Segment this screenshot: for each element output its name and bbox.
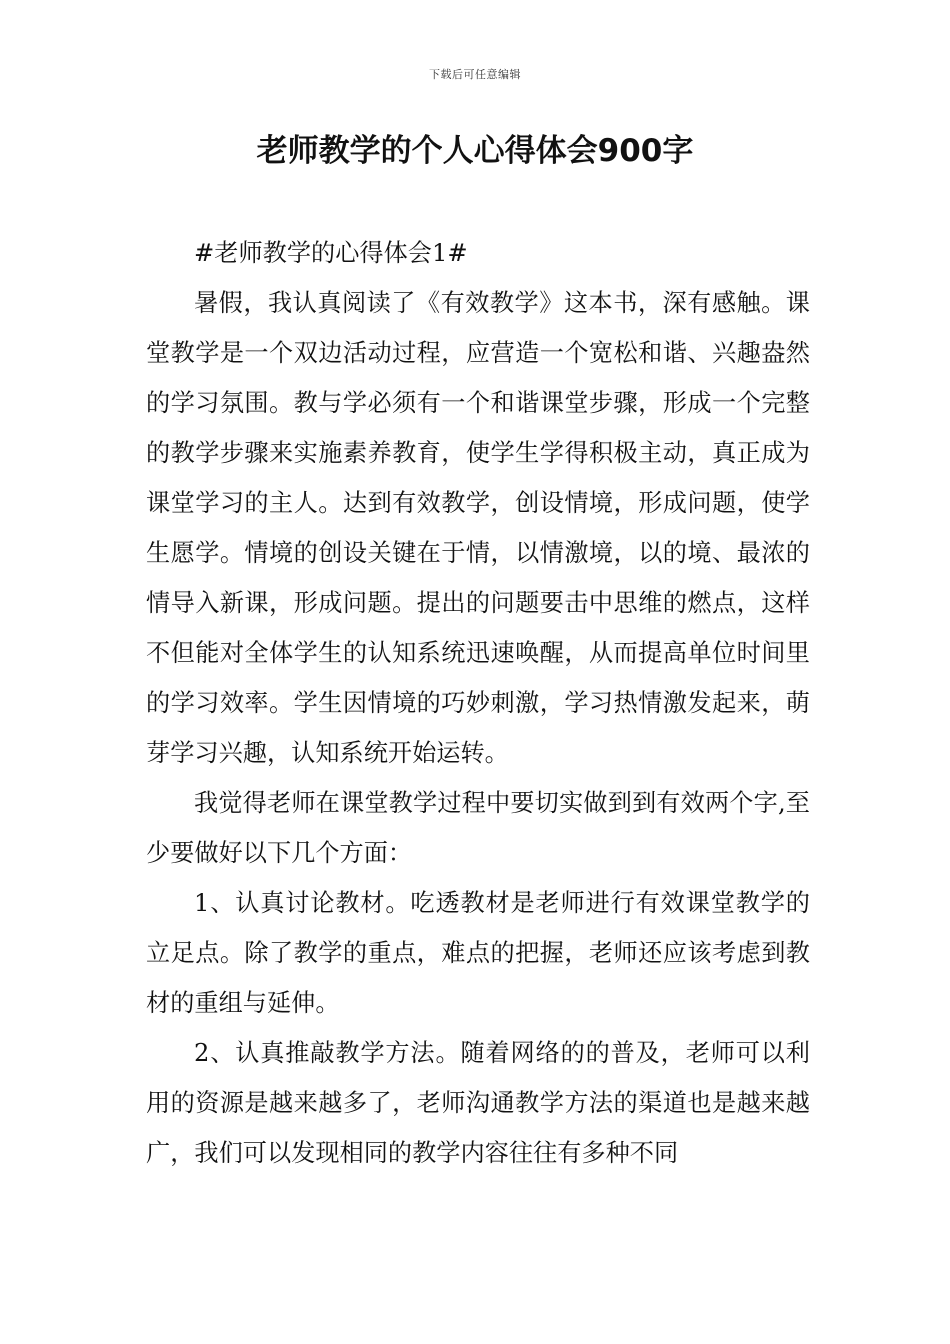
document-title: 老师教学的个人心得体会900字 bbox=[256, 133, 694, 169]
document-body bbox=[146, 228, 810, 1178]
paragraph-point-2: 2、认真推敲教学方法。随着网络的的普及，老师可以利用的资源是越来越多了，老师沟通教学方法的渠道也是越来越广，我们可以发现相同的教学内容往往有多种不同 bbox=[146, 1039, 810, 1167]
header-note: 下载后可任意编辑 bbox=[429, 68, 521, 81]
paragraph-point-1: 1、认真讨论教材。吃透教材是老师进行有效课堂教学的立足点。除了教学的重点，难点的把握，老师还应该考虑到教材的重组与延伸。 bbox=[146, 889, 810, 1017]
paragraph-intro: 暑假，我认真阅读了《有效教学》这本书，深有感触。课堂教学是一个双边活动过程，应营造一个宽松和谐、兴趣盎然的学习氛围。教与学必须有一个和谐课堂步骤，形成一个完整的教学步骤来实施素养教育，使学生学得积极主动，真正成为课堂学习的主人。达到有效教学，创设情境，形成问题，使学生愿学。情境的创设关键在于情，以情激境，以的境、最浓的情导入新课，形成问题。提出的问题要击中思维的燃点，这样不但能对全体学生的认知系统迅速唤醒，从而提高单位时间里的学习效率。学生因情境的巧妙刺激，学习热情激发起来，萌芽学习兴趣，认知系统开始运转。 bbox=[146, 289, 810, 767]
section-heading: #老师教学的心得体会1# bbox=[194, 239, 468, 267]
paragraph-aspects: 我觉得老师在课堂教学过程中要切实做到到有效两个字,至少要做好以下几个方面： bbox=[146, 789, 810, 867]
